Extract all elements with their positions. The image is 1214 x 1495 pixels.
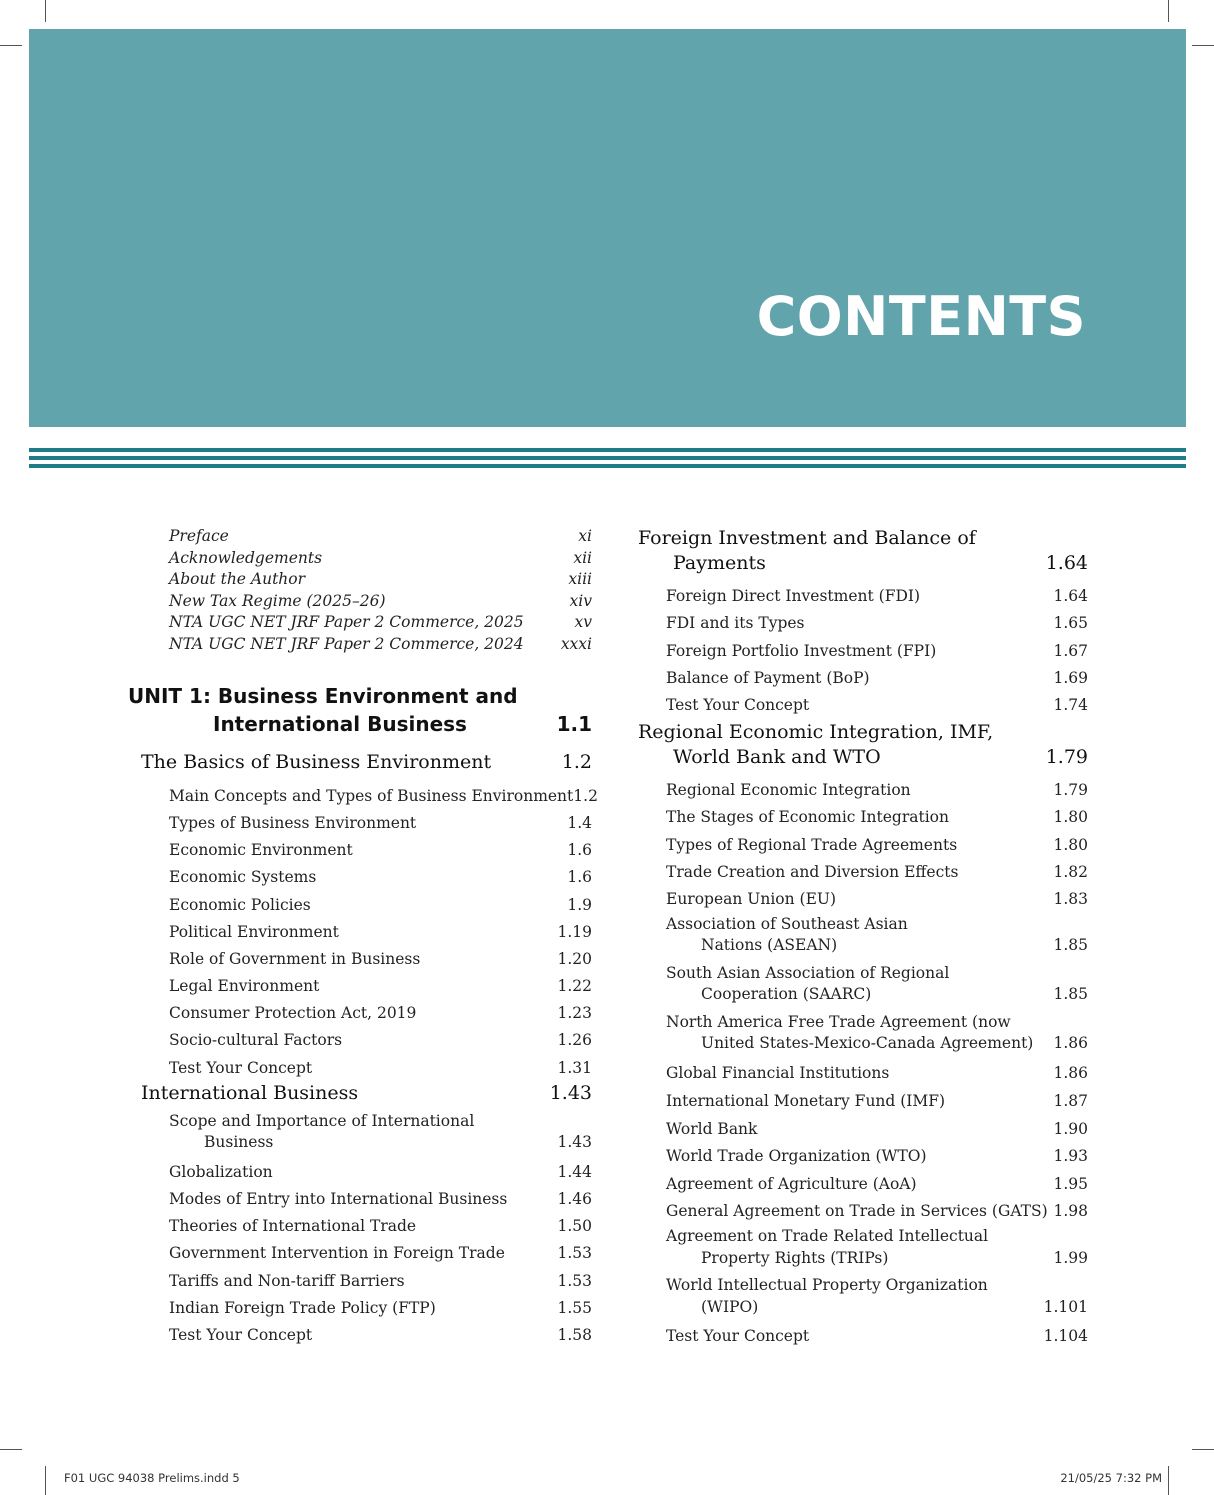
section-page: 1.2	[561, 750, 592, 773]
toc-item	[666, 660, 1088, 687]
toc-item-page: 1.95	[1053, 1174, 1088, 1193]
toc-item-label-line2: Property Rights (TRIPs)	[701, 1248, 889, 1267]
section-item-list	[666, 1055, 1088, 1221]
toc-item-label: Foreign Direct Investment (FDI)	[666, 587, 921, 606]
front-matter-list	[128, 526, 592, 656]
toc-item-label: Role of Government in Business	[169, 949, 421, 968]
toc-item	[169, 968, 592, 995]
toc-item	[666, 772, 1088, 799]
front-matter-item	[128, 634, 592, 656]
front-matter-label: NTA UGC NET JRF Paper 2 Commerce, 2024	[169, 634, 524, 653]
toc-item-label: Socio-cultural Factors	[169, 1031, 343, 1050]
toc-item-label: World Trade Organization (WTO)	[666, 1147, 927, 1166]
toc-item-label: General Agreement on Trade in Services (GATS)	[666, 1202, 1048, 1221]
toc-item	[666, 914, 1088, 957]
section-title-line2: World Bank and WTO	[673, 745, 881, 768]
toc-item	[169, 859, 592, 886]
toc-item-page: 1.43	[557, 1133, 592, 1152]
section-title-line1: Regional Economic Integration, IMF,	[638, 720, 994, 743]
section-heading	[638, 720, 1088, 770]
toc-item	[169, 1022, 592, 1049]
toc-item-label: Regional Economic Integration	[666, 781, 911, 800]
toc-item-label-line1: Association of Southeast Asian	[666, 914, 908, 933]
front-matter-page: xiii	[568, 570, 592, 589]
crop-mark	[0, 45, 22, 46]
section-title-line2: Payments	[673, 552, 766, 574]
front-matter-item	[128, 569, 592, 591]
divider-stripe	[29, 456, 1186, 460]
toc-item-page: 1.82	[1053, 862, 1088, 881]
toc-item-page: 1.4	[567, 813, 592, 832]
toc-item	[169, 886, 592, 913]
front-matter-label: Acknowledgements	[169, 548, 323, 567]
unit-heading	[128, 682, 592, 738]
section-item-list	[169, 1154, 592, 1344]
toc-item-label: Theories of International Trade	[169, 1217, 417, 1236]
toc-item-page: 1.86	[1053, 1064, 1088, 1083]
section-title: The Basics of Business Environment	[141, 750, 492, 773]
toc-item-label-line1: World Intellectual Property Organization	[666, 1276, 988, 1295]
unit-title-line1: UNIT 1: Business Environment and	[128, 683, 518, 708]
divider-stripe	[29, 464, 1186, 468]
front-matter-item	[128, 612, 592, 634]
toc-item	[666, 1138, 1088, 1166]
toc-item	[666, 1012, 1088, 1055]
toc-item-page: 1.85	[1053, 985, 1088, 1004]
toc-item-label-line1: Scope and Importance of International	[169, 1111, 475, 1130]
toc-item-page: 1.9	[567, 895, 592, 914]
toc-item	[169, 914, 592, 941]
toc-item-page: 1.83	[1053, 889, 1088, 908]
toc-item-label: Political Environment	[169, 922, 339, 941]
toc-item-page: 1.58	[557, 1325, 592, 1344]
page-title: CONTENTS	[756, 285, 1086, 348]
toc-item-label: Main Concepts and Types of Business Environment	[169, 786, 574, 805]
toc-item-page: 1.23	[557, 1004, 592, 1023]
toc-item	[169, 1208, 592, 1235]
section-item-list	[638, 578, 1088, 714]
front-matter-item	[128, 591, 592, 613]
toc-item-page: 1.22	[557, 977, 592, 996]
toc-item-page: 1.79	[1053, 781, 1088, 800]
section-page: 1.43	[549, 1081, 592, 1104]
toc-item	[169, 1235, 592, 1262]
section-page: 1.64	[1045, 552, 1088, 574]
toc-item	[169, 1181, 592, 1208]
front-matter-item	[128, 548, 592, 570]
toc-item	[169, 1154, 592, 1181]
section-item-list	[666, 772, 1088, 908]
front-matter-label: NTA UGC NET JRF Paper 2 Commerce, 2025	[169, 613, 524, 632]
toc-item	[169, 805, 592, 832]
toc-item-page: 1.86	[1053, 1034, 1088, 1053]
toc-item-page: 1.6	[567, 841, 592, 860]
crop-mark	[1168, 0, 1169, 22]
toc-item	[666, 881, 1088, 908]
front-matter-page: xi	[578, 527, 592, 545]
toc-item-label-line1: North America Free Trade Agreement (now	[666, 1012, 1011, 1031]
toc-item-page: 1.65	[1053, 614, 1088, 633]
toc-item-page: 1.6	[567, 868, 592, 887]
toc-item	[169, 1049, 592, 1076]
toc-item	[666, 578, 1088, 605]
section-heading	[128, 750, 592, 774]
section-page: 1.79	[1045, 745, 1088, 768]
toc-item-label: Test Your Concept	[169, 1058, 313, 1077]
toc-item	[666, 687, 1088, 714]
unit-title-line2: International Business	[213, 711, 467, 736]
toc-item-page: 1.104	[1043, 1327, 1088, 1346]
front-matter-page: xiv	[569, 591, 592, 610]
crop-mark	[1168, 1466, 1169, 1495]
footer-file-info: F01 UGC 94038 Prelims.indd 5	[64, 1471, 240, 1485]
contents-banner	[29, 29, 1186, 427]
toc-item	[666, 1110, 1088, 1138]
toc-item-label: Test Your Concept	[666, 1327, 810, 1346]
toc-item	[666, 605, 1088, 632]
front-matter-label: New Tax Regime (2025–26)	[169, 591, 386, 610]
toc-item	[666, 632, 1088, 659]
toc-item	[666, 1055, 1088, 1083]
toc-item-label: Global Financial Institutions	[666, 1064, 890, 1083]
toc-item-label: International Monetary Fund (IMF)	[666, 1092, 946, 1111]
front-matter-page: xv	[574, 613, 592, 632]
toc-item-label-line2: Business	[204, 1133, 274, 1152]
crop-mark	[1192, 45, 1214, 46]
section-heading	[128, 1081, 592, 1105]
toc-item-label-line2: (WIPO)	[701, 1297, 759, 1316]
toc-item-label: The Stages of Economic Integration	[666, 808, 949, 827]
toc-item	[666, 799, 1088, 826]
toc-item-page: 1.44	[557, 1162, 592, 1181]
toc-item-page: 1.46	[557, 1190, 592, 1208]
toc-item-label: Modes of Entry into International Business	[169, 1190, 508, 1208]
toc-item-label: Test Your Concept	[169, 1325, 313, 1344]
toc-item-page: 1.53	[557, 1244, 592, 1263]
toc-item-label-line2: Cooperation (SAARC)	[701, 985, 872, 1004]
toc-item-label: Economic Policies	[169, 895, 311, 914]
toc-item	[666, 1275, 1088, 1318]
toc-right-column	[638, 526, 1088, 1345]
crop-mark	[45, 1466, 46, 1495]
toc-item-page: 1.20	[557, 949, 592, 968]
toc-item-label: Types of Business Environment	[169, 813, 417, 832]
toc-item-page: 1.87	[1053, 1092, 1088, 1111]
toc-item-page: 1.85	[1053, 936, 1088, 955]
toc-item	[169, 832, 592, 859]
toc-item-label: Trade Creation and Diversion Effects	[666, 862, 959, 881]
toc-item	[666, 826, 1088, 853]
toc-item	[169, 1262, 592, 1289]
toc-item-page: 1.19	[557, 922, 592, 941]
crop-mark	[0, 1449, 22, 1450]
front-matter-page: xii	[573, 548, 592, 567]
crop-mark	[45, 0, 46, 22]
toc-item-page: 1.50	[557, 1217, 592, 1236]
toc-item	[169, 995, 592, 1022]
toc-item-label: Economic Environment	[169, 841, 353, 860]
toc-item-label: Agreement of Agriculture (AoA)	[666, 1174, 917, 1193]
section-title: International Business	[141, 1081, 359, 1104]
toc-item-label: FDI and its Types	[666, 614, 805, 633]
front-matter-label: Preface	[169, 527, 229, 545]
toc-item-page: 1.80	[1053, 808, 1088, 827]
toc-item-page: 1.67	[1053, 641, 1088, 660]
toc-item-page: 1.69	[1053, 668, 1088, 687]
toc-item	[169, 1317, 592, 1344]
toc-item-label-line1: South Asian Association of Regional	[666, 963, 950, 982]
toc-item	[666, 1082, 1088, 1110]
toc-item	[169, 778, 598, 805]
toc-item-page: 1.64	[1053, 587, 1088, 606]
section-heading	[638, 526, 1088, 576]
toc-item-page: 1.99	[1053, 1248, 1088, 1267]
toc-item	[666, 854, 1088, 881]
toc-item-label: Consumer Protection Act, 2019	[169, 1004, 417, 1023]
toc-item-page: 1.2	[573, 786, 598, 805]
toc-item-label: World Bank	[666, 1119, 758, 1138]
toc-item-label: Test Your Concept	[666, 695, 810, 714]
toc-item	[169, 1290, 592, 1317]
toc-item-page: 1.90	[1053, 1119, 1088, 1138]
crop-mark	[1192, 1449, 1214, 1450]
toc-item-page: 1.53	[557, 1271, 592, 1290]
toc-item-label: Economic Systems	[169, 868, 317, 887]
toc-item-label: Tariffs and Non-tariff Barriers	[169, 1271, 405, 1290]
toc-item-label-line2: United States-Mexico-Canada Agreement)	[701, 1034, 1034, 1053]
toc-item-page: 1.31	[557, 1058, 592, 1077]
toc-item-label: European Union (EU)	[666, 889, 837, 908]
toc-item	[666, 963, 1088, 1006]
toc-item-label-line1: Agreement on Trade Related Intellectual	[666, 1227, 989, 1246]
toc-item-page: 1.80	[1053, 835, 1088, 854]
front-matter-label: About the Author	[169, 570, 306, 589]
front-matter-item	[128, 526, 592, 548]
toc-item-label: Legal Environment	[169, 977, 320, 996]
toc-left-column	[128, 526, 598, 1344]
toc-item-label: Foreign Portfolio Investment (FPI)	[666, 641, 937, 660]
toc-item-page: 1.55	[557, 1298, 592, 1317]
footer-timestamp: 21/05/25 7:32 PM	[1060, 1471, 1162, 1485]
toc-item-page: 1.101	[1043, 1297, 1088, 1316]
unit-page: 1.1	[556, 711, 592, 736]
toc-item-label: Types of Regional Trade Agreements	[666, 835, 958, 854]
toc-item	[169, 941, 592, 968]
toc-item	[666, 1226, 1088, 1269]
toc-item-page: 1.93	[1053, 1147, 1088, 1166]
toc-item-page: 1.74	[1053, 695, 1088, 714]
toc-item-label: Indian Foreign Trade Policy (FTP)	[169, 1298, 436, 1317]
toc-item-label: Balance of Payment (BoP)	[666, 668, 870, 687]
section-title-line1: Foreign Investment and Balance of	[638, 527, 976, 549]
toc-item	[169, 1111, 592, 1154]
toc-item	[666, 1318, 1088, 1345]
front-matter-page: xxxi	[560, 634, 592, 653]
toc-item-label-line2: Nations (ASEAN)	[701, 936, 838, 955]
toc-item-label: Globalization	[169, 1162, 273, 1181]
toc-item-page: 1.26	[557, 1031, 592, 1050]
toc-item-label: Government Intervention in Foreign Trade	[169, 1244, 505, 1263]
section-item-list	[128, 778, 598, 1077]
toc-item	[666, 1193, 1088, 1221]
toc-item-page: 1.98	[1053, 1202, 1088, 1221]
toc-item	[666, 1165, 1088, 1193]
divider-stripe	[29, 448, 1186, 452]
